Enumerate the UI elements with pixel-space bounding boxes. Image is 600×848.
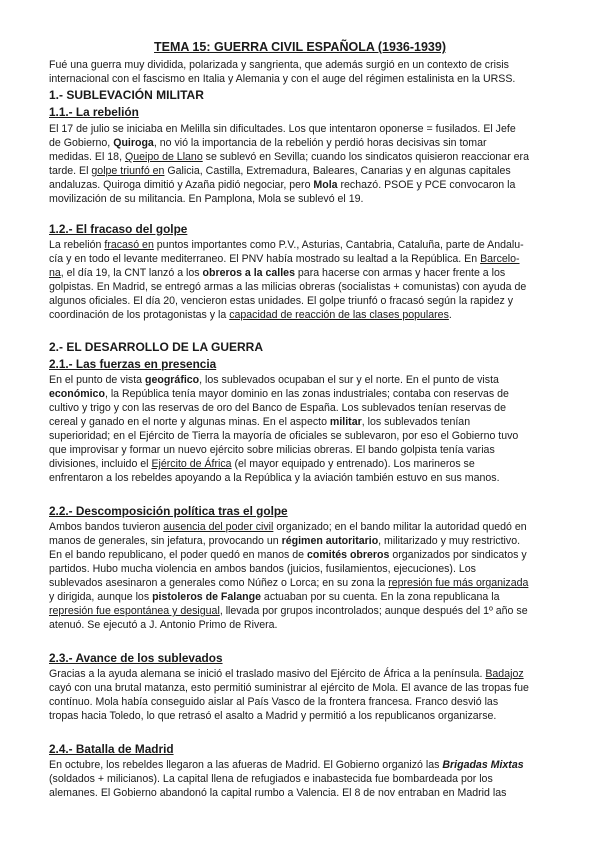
text-span: algunos oficiales. El día 20, vencieron estas unidades. El golpe triunfó o fracasó según la rapidez y — [49, 295, 514, 307]
text-span: divisiones, incluido el — [49, 458, 152, 470]
text-line — [49, 604, 570, 618]
document-title: TEMA 15: GUERRA CIVIL ESPAÑOLA (1936-1939) — [154, 40, 446, 54]
bold-text: económico — [49, 388, 105, 400]
text-span: andaluzas. Quiroga dimitió y Azaña pidió negociar, pero — [49, 179, 314, 191]
text-span: (soldados + milicianos). La capital llena de refugiados e inabastecida fue bombardeada por los — [49, 773, 493, 785]
text-span: contínuo. Mola había conseguido aislar al País Vasco de la frontera francesa. Franco desvió las — [49, 696, 499, 708]
bold-text: comités obreros — [306, 549, 390, 561]
text-span: , el día 19, la CNT lanzó a los — [60, 267, 203, 279]
text-line — [49, 252, 570, 266]
text-line — [49, 590, 570, 604]
text-line — [49, 136, 570, 150]
underlined-text: golpe triunfó en — [91, 165, 165, 177]
text-span: coordinación de los protagonistas y la — [49, 309, 230, 321]
text-line — [49, 443, 570, 457]
text-line — [49, 534, 570, 548]
text-span: organizado; en el bando militar la autoridad quedó en — [273, 521, 527, 533]
text-line — [49, 308, 570, 322]
text-span: se sublevó en Sevilla; cuando los sindicatos quisieron reaccionar era — [202, 151, 529, 163]
bold-text: pistoleros de Falange — [152, 591, 261, 603]
text-span: , militarizado y muy restrictivo. — [378, 535, 521, 547]
text-line — [49, 695, 570, 709]
text-span: 1.- SUBLEVACIÓN MILITAR — [49, 88, 204, 102]
text-span: , los sublevados tenían — [361, 416, 471, 428]
section-heading — [49, 503, 570, 519]
text-span: cereal y ganado en el norte y algunas minas. En el aspecto — [49, 416, 330, 428]
text-line — [49, 520, 570, 534]
text-span: que improvisar y formar un nuevo ejército sobre milicias obreras. El bando golpista tenía varias — [49, 444, 495, 456]
text-span: 2.3.- Avance de los sublevados — [49, 651, 223, 665]
bold-text: militar — [329, 416, 362, 428]
underlined-text: ausencia del poder civil — [163, 521, 274, 533]
text-line — [49, 401, 570, 415]
text-span: , no vió la importancia de la rebelión y perdió horas decisivas sin tomar — [153, 137, 487, 149]
text-span: para hacerse con armas y hacer frente a los — [294, 267, 506, 279]
section-heading — [49, 104, 570, 120]
text-span: partidos. Hubo mucha violencia en ambos bandos (juicios, fusilamientos, ejecuciones). Los — [49, 563, 476, 575]
text-span: actuaban por su cuenta. En la zona republicana la — [260, 591, 500, 603]
text-span: 2.- EL DESARROLLO DE LA GUERRA — [49, 340, 264, 354]
text-span: , la República tenía mayor dominio en las zonas industriales; contaba con reservas de — [104, 388, 509, 400]
text-span: , llevada por grupos incontrolados; aunque después del 1º año se — [219, 605, 528, 617]
text-span: sublevados asesinaron a generales como Núñez o Lorca; en su zona la — [49, 577, 389, 589]
text-line — [49, 58, 570, 72]
text-line — [49, 618, 570, 632]
text-span: , los sublevados ocupaban el sur y el norte. En el punto de vista — [199, 374, 499, 386]
text-line — [49, 164, 570, 178]
text-line — [49, 72, 570, 86]
text-span: . — [448, 309, 452, 321]
text-span: puntos importantes como P.V., Asturias, Cantabria, Cataluña, parte de Andalu- — [153, 239, 524, 251]
text-line — [49, 122, 570, 136]
text-line — [49, 280, 570, 294]
text-span: golpistas. En Madrid, se entregó armas a las milicias obreras (socialistas + comunistas) con ayuda de — [49, 281, 527, 293]
underlined-text: Queipo de Llano — [124, 151, 203, 163]
section-heading — [49, 87, 570, 103]
text-line — [49, 681, 570, 695]
text-span: Ambos bandos tuvieron — [49, 521, 164, 533]
underlined-text: capacidad de reacción de las clases populares — [229, 309, 449, 321]
text-span: tropas hacia Toledo, lo que retrasó el asalto a Madrid y permitió a los republicanos organizarse. — [49, 710, 497, 722]
bold-text: Brigadas Mixtas — [442, 759, 524, 771]
underlined-text: fracasó en — [104, 239, 154, 251]
text-span: La rebelión — [49, 239, 105, 251]
text-span: 2.1.- Las fuerzas en presencia — [49, 357, 217, 371]
bold-text: Quiroga — [113, 137, 154, 149]
text-span: cía y en todo el levante mediterraneo. El PNV había mostrado su lealtad a la República. En — [49, 253, 481, 265]
text-span: y dirigida, aunque los — [49, 591, 153, 603]
text-span: En el bando republicano, el poder quedó en manos de — [49, 549, 307, 561]
text-span: En el punto de vista — [49, 374, 145, 386]
text-line — [49, 150, 570, 164]
bold-text: geográfico — [145, 374, 200, 386]
text-line — [49, 457, 570, 471]
text-line — [49, 415, 570, 429]
text-span: cayó con una brutal matanza, esto permitió suministrar al ejército de Mola. El avance de las tropas fue — [49, 682, 529, 694]
underlined-text: represión fue espontánea y desigual — [49, 605, 220, 617]
text-line — [49, 709, 570, 723]
text-span: 1.2.- El fracaso del golpe — [49, 222, 188, 236]
text-span: enfrentaron a los rebeldes apoyando a la República y la aviación también estuvo en sus manos. — [49, 472, 500, 484]
text-span: El 17 de julio se iniciaba en Melilla sin dificultades. Los que intentaron oponerse = fusilados. El Jefe — [49, 123, 516, 135]
section-heading — [49, 650, 570, 666]
text-span: tarde. El — [49, 165, 92, 177]
text-line — [49, 562, 570, 576]
underlined-text: Badajoz — [485, 668, 524, 680]
text-span: 2.2.- Descomposición política tras el golpe — [49, 504, 288, 518]
text-line — [49, 266, 570, 280]
text-span: superioridad; en el Ejército de Tierra la mayoría de oficiales se sublevaron, por eso el Gobierno tuvo — [49, 430, 519, 442]
text-line — [49, 178, 570, 192]
bold-text: obreros a la calles — [202, 267, 295, 279]
underlined-text: represión fue más organizada — [388, 577, 529, 589]
text-line — [49, 192, 570, 206]
text-line — [49, 576, 570, 590]
text-line — [49, 786, 570, 800]
text-span: cultivo y trigo y con las reservas de oro del Banco de España. Los sublevados tenían reservas de — [49, 402, 506, 414]
section-heading — [49, 741, 570, 757]
bold-text: Mola — [313, 179, 338, 191]
text-span: Fué una guerra muy dividida, polarizada y sangrienta, que además surgió en un contexto de crisis — [49, 59, 509, 71]
text-line — [49, 548, 570, 562]
text-line — [49, 667, 570, 681]
text-line — [49, 294, 570, 308]
text-span: organizados por sindicatos y — [389, 549, 527, 561]
text-span: (el mayor equipado y entrenado). Los marineros se — [231, 458, 475, 470]
text-span: 2.4.- Batalla de Madrid — [49, 742, 174, 756]
text-span: Gracias a la ayuda alemana se inició el traslado masivo del Ejército de África a la península. — [49, 668, 486, 680]
text-line — [49, 373, 570, 387]
text-span: movilización de su militancia. En Pamplona, Mola se sublevó el 19. — [49, 193, 364, 205]
section-heading — [49, 221, 570, 237]
underlined-text: na — [49, 267, 61, 279]
text-span: 1.1.- La rebelión — [49, 105, 139, 119]
text-span: alemanes. El Gobierno abandonó la capital rumbo a Valencia. El 8 de nov entraban en Madrid las — [49, 787, 507, 799]
text-span: de Gobierno, — [49, 137, 114, 149]
section-heading — [49, 339, 570, 355]
text-span: En octubre, los rebeldes llegaron a las afueras de Madrid. El Gobierno organizó las — [49, 759, 443, 771]
text-span: Galicia, Castilla, Extremadura, Baleares, Canarias y en algunas capitales — [164, 165, 511, 177]
text-line — [49, 471, 570, 485]
text-span: atenuó. Se ejecutó a J. Antonio Primo de Rivera. — [49, 619, 278, 631]
text-line — [49, 772, 570, 786]
bold-text: régimen autoritario — [281, 535, 379, 547]
text-span: internacional con el fascismo en Italia y Alemania y con el auge del régimen estalinista en la URSS. — [49, 73, 516, 85]
underlined-text: Barcelo- — [480, 253, 520, 265]
text-span: manos de generales, sin jefatura, provocando un — [49, 535, 282, 547]
text-line — [49, 238, 570, 252]
text-line — [49, 387, 570, 401]
text-span: medidas. El 18, — [49, 151, 125, 163]
text-line — [49, 429, 570, 443]
section-heading — [49, 356, 570, 372]
text-span: rechazó. PSOE y PCE convocaron la — [337, 179, 516, 191]
underlined-text: Ejército de África — [151, 458, 232, 470]
text-line — [49, 758, 570, 772]
